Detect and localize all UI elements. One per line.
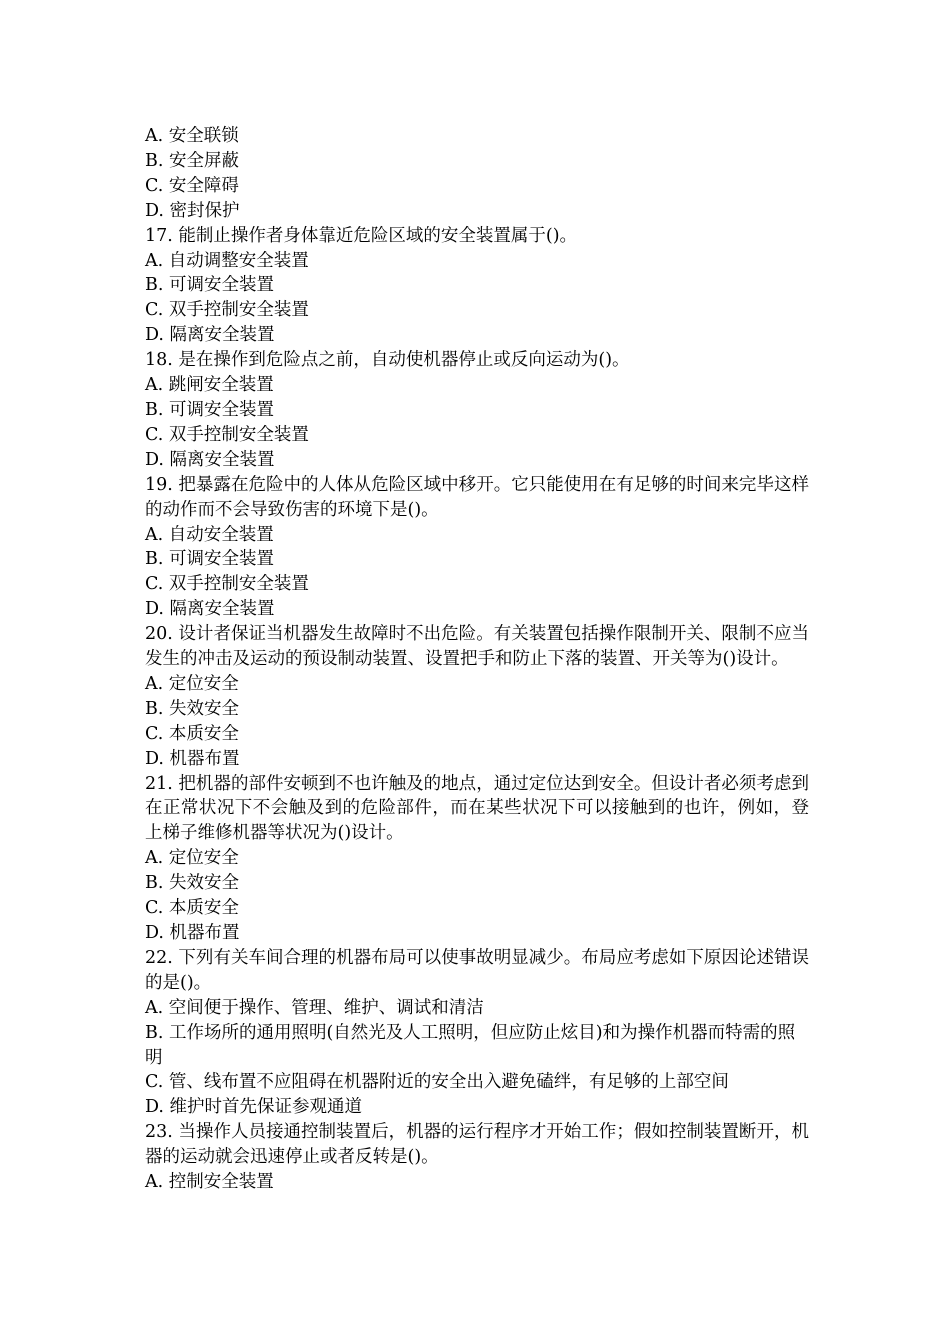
option: B. 失效安全 — [145, 698, 239, 719]
option-group — [145, 523, 809, 623]
option: C. 双手控制安全装置 — [145, 300, 309, 321]
option: D. 机器布置 — [145, 748, 240, 769]
option: C. 双手控制安全装置 — [145, 424, 309, 445]
option: B. 失效安全 — [145, 873, 239, 894]
question-23: 23. 当操作人员接通控制装置后，机器的运行程序才开始工作；假如控制装置断开，机器的运动就会迅速停止或者反转是()。 — [145, 1122, 809, 1168]
option: C. 管、线布置不应阻碍在机器附近的安全出入避免磕绊，有足够的上部空间 — [145, 1072, 729, 1093]
option: B. 安全屏蔽 — [145, 150, 239, 171]
option-group — [145, 1170, 809, 1195]
option-group — [145, 996, 809, 1121]
option: D. 维护时首先保证参观通道 — [145, 1097, 363, 1118]
option: C. 本质安全 — [145, 898, 239, 919]
option: D. 机器布置 — [145, 923, 240, 943]
option: A. 控制安全装置 — [145, 1172, 274, 1193]
option: B. 可调安全装置 — [145, 549, 274, 570]
option: A. 安全联锁 — [145, 126, 239, 146]
question-18: 18. 是在操作到危险点之前，自动使机器停止或反向运动为()。 — [145, 350, 630, 371]
option: D. 隔离安全装置 — [145, 325, 275, 346]
option-group — [145, 124, 809, 224]
question-21: 21. 把机器的部件安顿到不也许触及的地点，通过定位达到安全。但设计者必须考虑到在正常状况下不会触及到的危险部件，而在某些状况下可以接触到的也许，例如，登上梯子维修机器等状况为()设计。 — [145, 773, 809, 844]
option: B. 可调安全装置 — [145, 275, 274, 296]
option: A. 自动安全装置 — [145, 524, 274, 545]
option: A. 跳闸安全装置 — [145, 375, 274, 396]
option-group — [145, 373, 809, 473]
option: C. 安全障碍 — [145, 175, 239, 196]
option: B. 工作场所的通用照明(自然光及人工照明，但应防止炫目)和为操作机器而特需的照明 — [145, 1022, 796, 1068]
option: B. 可调安全装置 — [145, 399, 274, 420]
option-group — [145, 846, 809, 946]
option: C. 本质安全 — [145, 723, 239, 744]
question-19: 19. 把暴露在危险中的人体从危险区域中移开。它只能使用在有足够的时间来完毕这样的动作而不会导致伤害的环境下是()。 — [145, 474, 809, 520]
option: A. 空间便于操作、管理、维护、调试和清洁 — [145, 997, 484, 1018]
question-20: 20. 设计者保证当机器发生故障时不出危险。有关装置包括操作限制开关、限制不应当发生的冲击及运动的预设制动装置、设置把手和防止下落的装置、开关等为()设计。 — [145, 624, 809, 670]
option-group — [145, 672, 809, 772]
option: A. 定位安全 — [145, 673, 239, 694]
option: A. 自动调整安全装置 — [145, 250, 309, 271]
option: D. 隔离安全装置 — [145, 449, 275, 470]
option: D. 密封保护 — [145, 200, 240, 221]
question-17: 17. 能制止操作者身体靠近危险区域的安全装置属于()。 — [145, 225, 578, 246]
option: D. 隔离安全装置 — [145, 599, 275, 620]
question-22: 22. 下列有关车间合理的机器布局可以使事故明显减少。布局应考虑如下原因论述错误的是()。 — [145, 947, 809, 993]
document-body — [145, 124, 809, 1195]
option: A. 定位安全 — [145, 848, 239, 869]
option: C. 双手控制安全装置 — [145, 574, 309, 595]
option-group — [145, 249, 809, 349]
